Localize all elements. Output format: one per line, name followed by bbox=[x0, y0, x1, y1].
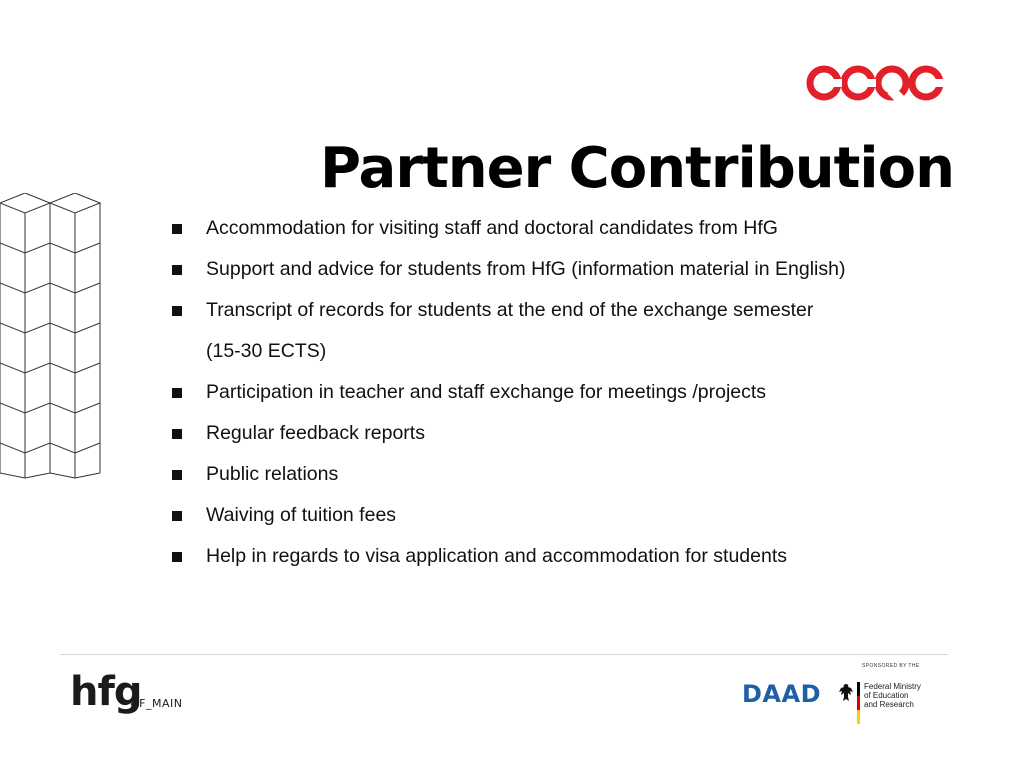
bullet-text: (15-30 ECTS) bbox=[206, 340, 327, 362]
bullet-item bbox=[172, 495, 992, 536]
bullet-square-icon bbox=[172, 306, 182, 316]
bullet-text: Help in regards to visa application and accommodation for students bbox=[206, 545, 787, 567]
hfg-logo bbox=[70, 669, 210, 722]
bullet-square-icon bbox=[172, 429, 182, 439]
bullet-item bbox=[172, 249, 992, 290]
bullet-item bbox=[172, 536, 992, 577]
bullet-square-icon bbox=[172, 470, 182, 480]
bullet-item bbox=[172, 454, 992, 495]
bullet-text: Waiving of tuition fees bbox=[206, 504, 397, 526]
bullet-item bbox=[172, 413, 992, 454]
bullet-item bbox=[172, 372, 992, 413]
bullet-text: Transcript of records for students at the end of the exchange semester bbox=[206, 299, 814, 321]
bullet-text: Regular feedback reports bbox=[206, 422, 425, 444]
bullet-list bbox=[172, 208, 992, 577]
bullet-square-icon bbox=[172, 511, 182, 521]
bullet-item bbox=[172, 208, 992, 249]
hfg-logo-text: hfg bbox=[70, 669, 142, 715]
slide-title: Partner Contribution bbox=[320, 136, 954, 201]
bullet-item bbox=[172, 290, 992, 331]
cube-pattern-decoration bbox=[0, 193, 110, 483]
bullet-text: Public relations bbox=[206, 463, 339, 485]
bullet-square-icon bbox=[172, 224, 182, 234]
federal-eagle-icon bbox=[838, 682, 854, 704]
ministry-line: and Research bbox=[864, 700, 914, 709]
bullet-square-icon bbox=[172, 265, 182, 275]
bullet-continuation bbox=[172, 331, 992, 372]
bullet-text: Accommodation for visiting staff and doctoral candidates from HfG bbox=[206, 217, 778, 239]
bullet-square-icon bbox=[172, 388, 182, 398]
ministry-line: of Education bbox=[864, 691, 909, 700]
hfg-logo-subtext: OF_MAIN bbox=[130, 697, 183, 710]
ministry-line: Federal Ministry bbox=[864, 682, 921, 691]
bullet-text: Support and advice for students from HfG (information material in English) bbox=[206, 258, 846, 280]
ministry-logo-text bbox=[864, 682, 944, 709]
bullet-text: Participation in teacher and staff exchange for meetings /projects bbox=[206, 381, 767, 403]
bullet-square-icon bbox=[172, 552, 182, 562]
sponsor-label: SPONSORED BY THE bbox=[862, 663, 920, 669]
german-flag-stripe bbox=[857, 682, 860, 724]
footer-divider bbox=[60, 654, 948, 655]
daad-logo: DAAD bbox=[742, 680, 821, 708]
ccqc-logo-icon bbox=[805, 62, 945, 104]
